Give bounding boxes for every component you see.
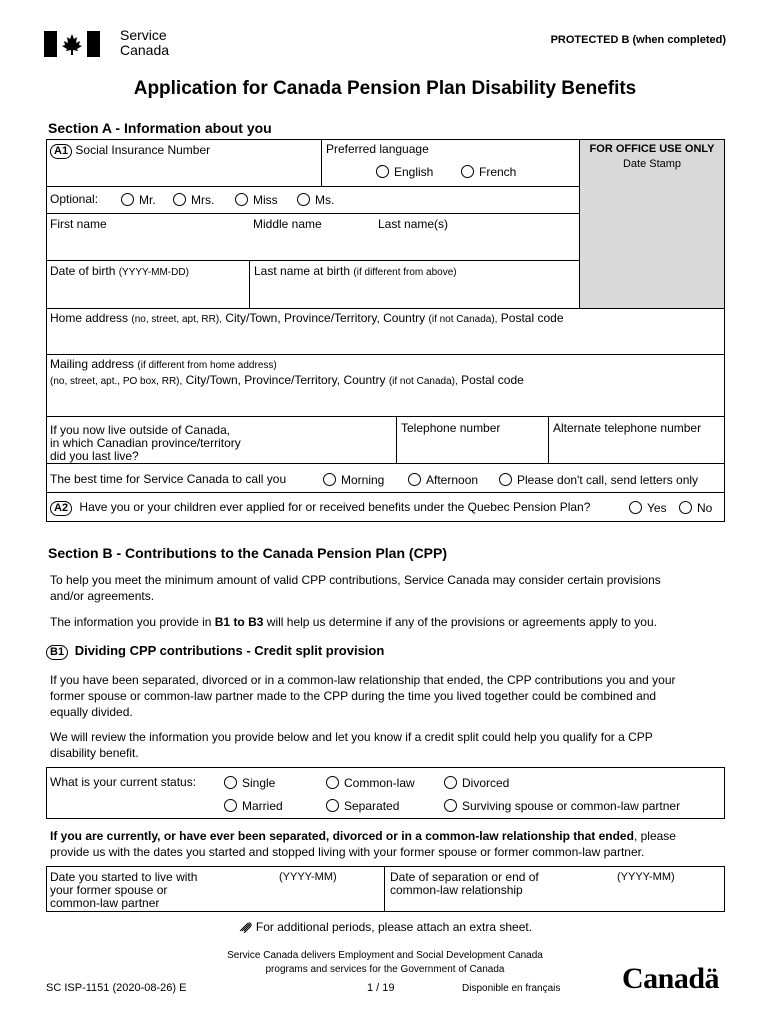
intro2-a: The information you provide in bbox=[50, 615, 215, 629]
no-call-option[interactable] bbox=[499, 473, 698, 487]
alt-telephone-label: Alternate telephone number bbox=[553, 421, 702, 435]
mailing-rest: City/Town, Province/Territory, Country bbox=[185, 373, 386, 387]
afternoon-label: Afternoon bbox=[426, 473, 479, 487]
french-available: Disponible en français bbox=[462, 983, 561, 994]
dob-format: (YYYY-MM-DD) bbox=[118, 267, 189, 278]
last-name-birth-note: (if different from above) bbox=[353, 267, 457, 278]
agency-line-1: Service bbox=[120, 27, 167, 43]
english-label: English bbox=[394, 165, 434, 179]
page-number: 1 / 19 bbox=[367, 982, 395, 994]
paperclip-icon bbox=[238, 921, 252, 936]
qpp-no-radio[interactable] bbox=[679, 501, 692, 514]
section-b-heading: Section B - Contributions to the Canada Pension Plan (CPP) bbox=[48, 545, 448, 561]
p1-line-1: If you have been separated, divorced or in a common-law relationship that ended, the CPP contributions you and your bbox=[50, 673, 676, 687]
afternoon-option[interactable] bbox=[408, 473, 478, 487]
date-separation-line-2: common-law relationship bbox=[390, 883, 523, 897]
a2-question bbox=[50, 501, 590, 516]
canada-wordmark: Canadä bbox=[622, 962, 720, 995]
qpp-question-text: Have you or your children ever applied for or received benefits under the Quebec Pension Plan? bbox=[79, 500, 591, 514]
a1-badge: A1 bbox=[50, 144, 72, 159]
b1-paragraph-2 bbox=[50, 729, 710, 761]
qpp-yes-option[interactable] bbox=[629, 501, 667, 515]
title-mrs[interactable] bbox=[173, 193, 214, 207]
divorced-radio[interactable] bbox=[444, 776, 457, 789]
protected-label: PROTECTED B (when completed) bbox=[550, 34, 726, 46]
divorced-label: Divorced bbox=[462, 776, 510, 790]
status-married[interactable] bbox=[224, 799, 283, 813]
attach-note-text: For additional periods, please attach an extra sheet. bbox=[255, 920, 533, 934]
date-started-line-3: common-law partner bbox=[50, 896, 160, 910]
separated-radio[interactable] bbox=[326, 799, 339, 812]
canada-flag-logo bbox=[44, 31, 100, 57]
ms-radio[interactable] bbox=[297, 193, 310, 206]
common-law-radio[interactable] bbox=[326, 776, 339, 789]
qpp-no-label: No bbox=[697, 501, 713, 515]
mr-label: Mr. bbox=[139, 193, 156, 207]
preferred-language-label: Preferred language bbox=[326, 142, 429, 156]
surviving-label: Surviving spouse or common-law partner bbox=[462, 799, 681, 813]
office-use-label: FOR OFFICE USE ONLY bbox=[589, 143, 715, 155]
outside-line-3: did you last live? bbox=[50, 449, 139, 463]
english-option[interactable] bbox=[376, 165, 433, 179]
b1-paragraph-3 bbox=[50, 828, 710, 860]
status-surviving[interactable] bbox=[444, 799, 680, 813]
optional-label: Optional: bbox=[50, 192, 99, 206]
french-radio[interactable] bbox=[461, 165, 474, 178]
no-call-label: Please don't call, send letters only bbox=[517, 473, 699, 487]
mailing-note: (if different from home address) bbox=[137, 360, 277, 371]
footer-line-2: programs and services for the Government of Canada bbox=[265, 964, 505, 975]
separated-label: Separated bbox=[344, 799, 400, 813]
mailing-address-label bbox=[50, 358, 277, 372]
french-option[interactable] bbox=[461, 165, 516, 179]
p1-line-3: equally divided. bbox=[50, 705, 133, 719]
morning-radio[interactable] bbox=[323, 473, 336, 486]
common-law-label: Common-law bbox=[344, 776, 415, 790]
date-started-line-1: Date you started to live with bbox=[50, 870, 198, 884]
p3-bold: If you are currently, or have ever been separated, divorced or in a common-law relationship that ended bbox=[50, 829, 634, 843]
intro2-bold: B1 to B3 bbox=[214, 615, 264, 629]
date-separation-format: (YYYY-MM) bbox=[617, 871, 675, 883]
qpp-yes-radio[interactable] bbox=[629, 501, 642, 514]
form-id: SC ISP-1151 (2020-08-26) E bbox=[46, 982, 187, 994]
best-time-label: The best time for Service Canada to call you bbox=[50, 472, 287, 486]
miss-radio[interactable] bbox=[235, 193, 248, 206]
last-name-birth-label bbox=[254, 265, 457, 279]
morning-option[interactable] bbox=[323, 473, 384, 487]
a2-badge: A2 bbox=[50, 501, 72, 516]
b1-heading bbox=[46, 643, 384, 660]
sin-label: Social Insurance Number bbox=[75, 143, 211, 157]
intro1-line: To help you meet the minimum amount of valid CPP contributions, Service Canada may consider certain provisions bbox=[50, 573, 661, 587]
afternoon-radio[interactable] bbox=[408, 473, 421, 486]
intro1b-line: and/or agreements. bbox=[50, 589, 155, 603]
mailing-not-canada: (if not Canada), bbox=[388, 376, 458, 387]
married-label: Married bbox=[242, 799, 283, 813]
agency-name bbox=[120, 28, 169, 58]
mailing-text: Mailing address bbox=[50, 357, 135, 371]
date-started-line-2: your former spouse or bbox=[50, 883, 168, 897]
dob-label bbox=[50, 265, 189, 279]
outside-line-2: in which Canadian province/territory bbox=[50, 436, 241, 450]
middle-name-label: Middle name bbox=[253, 217, 322, 231]
mr-radio[interactable] bbox=[121, 193, 134, 206]
date-started-label bbox=[50, 871, 197, 910]
b1-badge: B1 bbox=[46, 645, 68, 660]
home-address-rest: City/Town, Province/Territory, Country bbox=[225, 311, 426, 325]
status-single[interactable] bbox=[224, 776, 275, 790]
p2-line-2: disability benefit. bbox=[50, 746, 139, 760]
attach-note bbox=[0, 920, 770, 936]
single-label: Single bbox=[242, 776, 276, 790]
status-divorced[interactable] bbox=[444, 776, 509, 790]
single-radio[interactable] bbox=[224, 776, 237, 789]
first-name-label: First name bbox=[50, 217, 107, 231]
married-radio[interactable] bbox=[224, 799, 237, 812]
french-label: French bbox=[479, 165, 517, 179]
outside-canada-label bbox=[50, 424, 241, 463]
footer-line-1: Service Canada delivers Employment and Social Development Canada bbox=[227, 950, 543, 961]
b1-paragraph-1 bbox=[50, 672, 710, 720]
surviving-radio[interactable] bbox=[444, 799, 457, 812]
mailing-postal-code: Postal code bbox=[461, 373, 524, 387]
date-separation-label bbox=[390, 871, 539, 897]
p1-line-2: former spouse or common-law partner made to the CPP during the time you lived together could be combined and bbox=[50, 689, 657, 703]
intro2-b: will help us determine if any of the provisions or agreements apply to you. bbox=[263, 615, 657, 629]
morning-label: Morning bbox=[341, 473, 385, 487]
mrs-radio[interactable] bbox=[173, 193, 186, 206]
qpp-yes-label: Yes bbox=[647, 501, 667, 515]
status-separated[interactable] bbox=[326, 799, 399, 813]
section-b-intro-1 bbox=[50, 572, 710, 604]
outside-line-1: If you now live outside of Canada, bbox=[50, 423, 231, 437]
miss-label: Miss bbox=[253, 193, 278, 207]
home-address-note: (no, street, apt, RR), bbox=[131, 314, 222, 325]
last-name-birth-text: Last name at birth bbox=[254, 264, 351, 278]
p3-rest: , please bbox=[633, 829, 676, 843]
p3-line-2: provide us with the dates you started and stopped living with your former spouse or former common-law partner. bbox=[50, 845, 645, 859]
last-names-label: Last name(s) bbox=[378, 217, 449, 231]
date-separation-line-1: Date of separation or end of bbox=[390, 870, 539, 884]
a1-label bbox=[50, 144, 210, 159]
status-common-law[interactable] bbox=[326, 776, 415, 790]
date-started-format: (YYYY-MM) bbox=[279, 871, 337, 883]
p2-line-1: We will review the information you provide below and let you know if a credit split could help you qualify for a CPP bbox=[50, 730, 653, 744]
qpp-no-option[interactable] bbox=[679, 501, 712, 515]
section-b-intro-2 bbox=[50, 614, 710, 630]
agency-line-2: Canada bbox=[120, 42, 170, 58]
title-miss[interactable] bbox=[235, 193, 278, 207]
date-stamp-label: Date Stamp bbox=[622, 158, 682, 170]
home-address-label bbox=[50, 312, 564, 326]
mailing-address-line2 bbox=[50, 374, 524, 388]
mailing-line2-note: (no, street, apt., PO box, RR), bbox=[50, 376, 183, 387]
mrs-label: Mrs. bbox=[191, 193, 215, 207]
section-a-heading: Section A - Information about you bbox=[48, 120, 272, 136]
ms-label: Ms. bbox=[315, 193, 335, 207]
status-label: What is your current status: bbox=[50, 775, 197, 789]
english-radio[interactable] bbox=[376, 165, 389, 178]
telephone-label: Telephone number bbox=[401, 421, 501, 435]
home-not-canada: (if not Canada), bbox=[428, 314, 498, 325]
title-ms[interactable] bbox=[297, 193, 334, 207]
title-mr[interactable] bbox=[121, 193, 156, 207]
dob-text: Date of birth bbox=[50, 264, 116, 278]
home-postal-code: Postal code bbox=[500, 311, 564, 325]
home-address-text: Home address bbox=[50, 311, 129, 325]
b1-heading-text: Dividing CPP contributions - Credit split provision bbox=[74, 643, 385, 658]
page-title: Application for Canada Pension Plan Disability Benefits bbox=[133, 78, 637, 99]
no-call-radio[interactable] bbox=[499, 473, 512, 486]
